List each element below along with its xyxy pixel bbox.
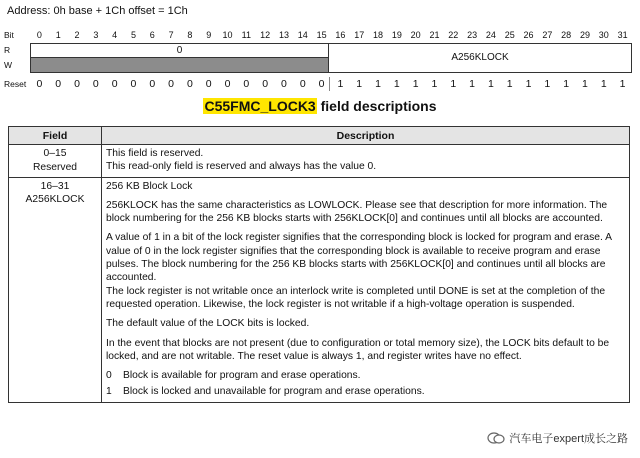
reset-value: 1 <box>375 78 381 90</box>
reset-value: 1 <box>356 78 363 90</box>
bit-number: 8 <box>187 30 193 40</box>
bit-number-row <box>4 28 632 42</box>
reserved-field-value: 0 <box>31 44 328 58</box>
bit-number: 11 <box>241 30 252 40</box>
description-paragraph: In the event that blocks are not present (due to configuration or total memory size), the LOCK bits default to be locked, and are not writable. The reset value is always 1, and register writes have no effect. <box>106 337 610 362</box>
watermark-text: 汽车电子expert成长之路 <box>509 433 628 445</box>
reset-value: 0 <box>262 78 269 90</box>
reset-value: 1 <box>525 78 532 90</box>
field-cell <box>9 177 102 402</box>
reset-value: 0 <box>318 78 325 90</box>
table-row <box>9 177 630 402</box>
field-bits: 16–31 <box>40 180 70 192</box>
reset-row <box>4 77 632 91</box>
bit-number: 23 <box>467 30 478 40</box>
reset-value: 1 <box>337 78 344 90</box>
table-row <box>9 145 630 178</box>
value-code: 0 <box>106 370 112 382</box>
reset-value: 0 <box>149 78 156 90</box>
bit-number: 17 <box>354 30 365 40</box>
bit-number: 4 <box>112 30 118 40</box>
bit-number: 10 <box>222 30 233 40</box>
reset-value: 1 <box>600 78 607 90</box>
reset-value: 0 <box>186 78 193 90</box>
bit-number: 5 <box>130 30 136 40</box>
wechat-icon <box>487 432 505 444</box>
field-name: Reserved <box>32 161 78 173</box>
read-label: R <box>4 45 11 55</box>
reset-value: 0 <box>299 78 306 90</box>
register-fields <box>4 43 632 73</box>
bit-number: 0 <box>36 30 42 40</box>
reset-value: 1 <box>431 78 438 90</box>
description-paragraph: The default value of the LOCK bits is locked. <box>106 318 310 330</box>
section-title <box>0 98 640 114</box>
description-cell <box>102 145 630 178</box>
reset-label: Reset <box>4 79 27 89</box>
bit-number: 28 <box>561 30 572 40</box>
header-field: Field <box>9 127 102 145</box>
reset-value: 1 <box>393 78 400 90</box>
watermark <box>487 430 628 446</box>
reset-value: 1 <box>450 78 457 90</box>
description-paragraph: A value of 1 in a bit of the lock register signifies that the corresponding block is locked for program and erase. A value of 0 in the lock register signifies that the corresponding block is available to receive program and erase pulses. The block numbering for the 256 KB blocks starts with 256KLOCK[0] and continues until all blocks are accounted. <box>106 232 612 284</box>
reset-value: 1 <box>619 78 626 90</box>
write-label: W <box>4 60 13 70</box>
reset-value: 0 <box>74 78 80 90</box>
reset-value: 1 <box>469 78 476 90</box>
bit-numbers <box>30 30 632 40</box>
bit-number: 21 <box>429 30 440 40</box>
reset-value: 1 <box>582 78 588 90</box>
bit-number: 1 <box>55 30 61 40</box>
register-name-highlight: C55FMC_LOCK3 <box>204 98 316 114</box>
bit-number: 31 <box>617 30 628 40</box>
reset-value: 0 <box>243 78 250 90</box>
table-header-row <box>9 127 630 145</box>
bit-number: 26 <box>523 30 534 40</box>
description-paragraph: The lock register is not writable once an interlock write is completed until DONE is set at the completion of the requested operation. Likewise, the lock register is not writable if a high-voltage operation is suspended. <box>106 285 606 310</box>
reset-value: 0 <box>92 78 99 90</box>
reset-value: 1 <box>412 78 419 90</box>
bit-number: 27 <box>542 30 553 40</box>
description-paragraph: 256KLOCK has the same characteristics as LOWLOCK. Please see that description for more information. The block numbering for the 256 KB blocks starts with 256KLOCK[0] and continues until all blocks are accounted. <box>106 199 608 225</box>
reset-value: 0 <box>111 78 118 90</box>
reset-value: 1 <box>506 78 513 90</box>
bit-number: 9 <box>206 30 212 40</box>
bit-number: 19 <box>391 30 402 40</box>
bit-number: 20 <box>410 30 421 40</box>
bit-number: 15 <box>316 30 327 40</box>
reset-value: 1 <box>544 78 551 90</box>
reset-values <box>30 78 632 90</box>
reserved-write-shading <box>31 58 328 72</box>
bit-number: 22 <box>448 30 459 40</box>
reset-value: 0 <box>36 78 43 90</box>
bit-number: 6 <box>149 30 155 40</box>
reset-value: 0 <box>55 78 62 90</box>
bit-number: 29 <box>579 30 590 40</box>
reset-value: 1 <box>487 78 494 90</box>
reset-value: 0 <box>130 78 137 90</box>
bit-number: 18 <box>373 30 384 40</box>
bit-number: 14 <box>297 30 308 40</box>
bit-number: 13 <box>278 30 289 40</box>
description-paragraph: 256 KB Block Lock <box>106 180 193 192</box>
field-name: A256KLOCK <box>25 194 85 206</box>
bit-number: 30 <box>598 30 609 40</box>
bit-number: 12 <box>260 30 271 40</box>
value-list <box>106 369 624 399</box>
reset-value: 0 <box>224 78 231 90</box>
bit-number: 3 <box>93 30 99 40</box>
bit-number: 24 <box>485 30 496 40</box>
description-cell <box>102 177 630 402</box>
bit-number: 2 <box>74 30 80 40</box>
register-address: Address: 0h base + 1Ch offset = 1Ch <box>7 5 188 17</box>
bit-number: 7 <box>168 30 174 40</box>
reset-value: 0 <box>168 78 175 90</box>
value-meaning: Block is locked and unavailable for program and erase operations. <box>123 386 425 398</box>
description-line: This read-only field is reserved and always has the value 0. <box>106 161 377 173</box>
field-cell <box>9 145 102 178</box>
reset-divider <box>329 77 330 91</box>
reset-value: 1 <box>563 78 570 90</box>
reset-value: 0 <box>281 78 287 90</box>
bit-number: 25 <box>504 30 515 40</box>
field-descriptions-table <box>8 126 630 403</box>
bit-number: 16 <box>335 30 346 40</box>
field-bits: 0–15 <box>43 148 67 159</box>
description-line: This field is reserved. <box>106 148 204 159</box>
title-suffix: field descriptions <box>316 98 437 114</box>
a256klock-field-box: A256KLOCK <box>329 43 632 73</box>
bit-label: Bit <box>4 30 14 40</box>
reserved-field-box <box>30 43 329 73</box>
reset-value: 0 <box>205 78 212 90</box>
value-code: 1 <box>106 386 112 398</box>
register-diagram <box>4 28 632 91</box>
header-description: Description <box>102 127 630 145</box>
value-meaning: Block is available for program and erase operations. <box>123 370 361 382</box>
